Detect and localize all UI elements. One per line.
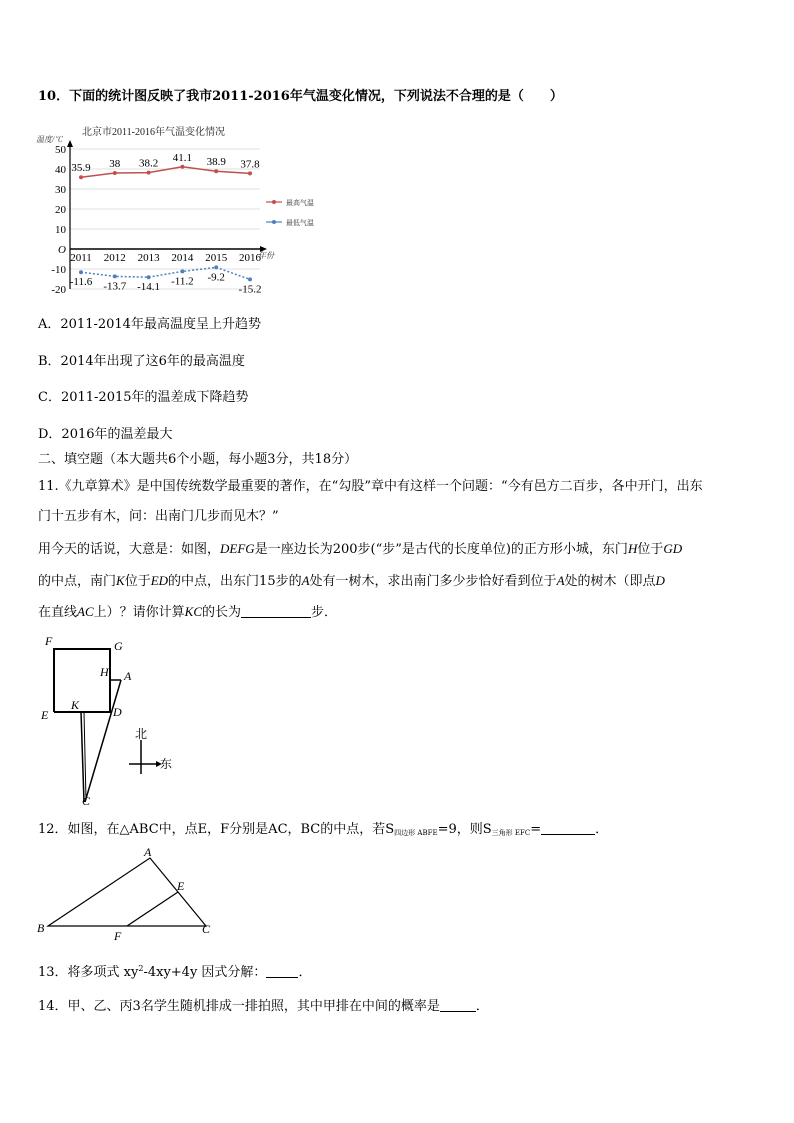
q11-line4: 的中点，南门K位于ED的中点，出东门15步的A处有一树木，求出南门多少步恰好看到位于A处的树木（即点D bbox=[38, 573, 665, 589]
legend-label: 最低气温 bbox=[286, 219, 314, 227]
series-line bbox=[81, 167, 250, 177]
square-city-outline bbox=[54, 649, 110, 712]
legend-label: 最高气温 bbox=[286, 199, 314, 207]
data-point bbox=[79, 175, 83, 179]
q11-answer-blank[interactable] bbox=[241, 605, 311, 618]
q10-option-d: D．2016年的温差最大 bbox=[38, 427, 173, 442]
x-tick-label: 2013 bbox=[137, 252, 160, 264]
chart-ylabel: 温度/℃ bbox=[36, 135, 63, 144]
data-point bbox=[113, 274, 117, 278]
data-label: 41.1 bbox=[172, 151, 193, 164]
q10-stem: 10．下面的统计图反映了我市2011-2016年气温变化情况，下列说法不合理的是（ ） bbox=[38, 89, 563, 104]
data-label: -14.1 bbox=[137, 281, 161, 294]
label-A-12: A bbox=[144, 846, 152, 859]
data-label: 38 bbox=[109, 158, 121, 170]
data-label: 35.9 bbox=[71, 162, 91, 175]
y-tick-label: 40 bbox=[55, 164, 66, 176]
section-heading-fill-in: 二、填空题（本大题共6个小题，每小题3分，共18分） bbox=[38, 452, 358, 467]
y-axis-arrow bbox=[67, 140, 73, 147]
legend-marker bbox=[272, 200, 276, 204]
q12-triangle-figure bbox=[34, 846, 224, 942]
label-C-12: C bbox=[202, 922, 211, 936]
data-label: -13.7 bbox=[103, 280, 127, 293]
data-label: 38.9 bbox=[206, 156, 226, 169]
y-tick-label: O bbox=[58, 244, 66, 256]
x-tick-label: 2015 bbox=[205, 252, 228, 264]
data-label: -9.2 bbox=[207, 271, 225, 284]
y-tick-label: 30 bbox=[55, 184, 66, 196]
q12-stem: 12．如图，在△ABC中，点E，F分别是AC，BC的中点，若$S_{四边形 ABFE}=9$，则$S_{三角形 EFC}=$ ． bbox=[38, 822, 609, 837]
data-label: -11.2 bbox=[171, 275, 194, 288]
data-point bbox=[79, 270, 83, 274]
q14-answer-blank[interactable] bbox=[440, 999, 476, 1012]
y-tick-label: 10 bbox=[55, 224, 66, 236]
label-K: K bbox=[71, 698, 80, 712]
data-point bbox=[180, 165, 184, 169]
data-point bbox=[180, 269, 184, 273]
x-tick-label: 2011 bbox=[70, 252, 92, 264]
q11-line2: 门十五步有木，问：出南门几步而见木？” bbox=[38, 509, 279, 524]
q12-answer-blank[interactable] bbox=[541, 822, 595, 835]
line-k-c-inner bbox=[84, 712, 86, 800]
y-tick-label: -10 bbox=[51, 264, 66, 276]
label-A: A bbox=[124, 669, 132, 683]
data-label: 37.8 bbox=[240, 158, 260, 171]
x-tick-label: 2014 bbox=[171, 252, 194, 264]
label-H: H bbox=[100, 665, 109, 679]
data-point bbox=[214, 265, 218, 269]
q10-option-a: A．2011-2014年最高温度呈上升趋势 bbox=[38, 317, 261, 332]
compass-north-label: 北 bbox=[135, 727, 148, 741]
q10-option-c: C．2011-2015年的温差成下降趋势 bbox=[38, 390, 249, 405]
label-D: D bbox=[113, 705, 122, 719]
data-point bbox=[248, 277, 252, 281]
y-tick-label: 50 bbox=[55, 144, 66, 156]
data-point bbox=[147, 275, 151, 279]
y-tick-label: -20 bbox=[51, 284, 66, 296]
q14-stem: 14．甲、乙、丙3名学生随机排成一排拍照，其中甲排在中间的概率是 ． bbox=[38, 999, 489, 1014]
line-k-c bbox=[81, 712, 84, 802]
data-point bbox=[147, 171, 151, 175]
temperature-line-chart bbox=[34, 120, 334, 302]
q11-line3: 用今天的话说，大意是：如图，DEFG是一座边长为200步(“步”是古代的长度单位)的正方形小城，东门H位于GD bbox=[38, 541, 683, 557]
x-tick-label: 2016 bbox=[239, 252, 261, 264]
q11-line1: 11.《九章算术》是中国传统数学最重要的著作，在“勾股”章中有这样一个问题：“今有邑方二百步，各中开门，出东 bbox=[38, 479, 703, 494]
data-label: -15.2 bbox=[238, 283, 262, 296]
label-E: E bbox=[41, 708, 49, 722]
data-point bbox=[214, 169, 218, 173]
q13-answer-blank[interactable] bbox=[266, 965, 298, 978]
legend-marker bbox=[272, 220, 276, 224]
q10-option-b: B．2014年出现了这6年的最高温度 bbox=[38, 354, 245, 369]
label-C: C bbox=[82, 794, 91, 808]
label-E-12: E bbox=[177, 879, 185, 893]
segment-ef bbox=[127, 892, 178, 926]
chart-title: 北京市2011-2016年气温变化情况 bbox=[82, 127, 225, 138]
q11-city-figure bbox=[38, 632, 188, 812]
label-F: F bbox=[45, 634, 53, 648]
q11-line5: 在直线AC上）？请你计算KC的长为 步． bbox=[38, 604, 338, 620]
chart-xlabel: 年份 bbox=[258, 251, 274, 260]
data-point bbox=[248, 171, 252, 175]
label-G: G bbox=[114, 639, 123, 653]
data-label: -11.6 bbox=[69, 276, 93, 289]
data-label: 38.2 bbox=[138, 157, 159, 170]
data-point bbox=[113, 171, 117, 175]
line-a-c bbox=[85, 680, 121, 802]
y-tick-label: 20 bbox=[55, 204, 66, 216]
compass-east-label: 东 bbox=[160, 757, 173, 771]
label-B-12: B bbox=[37, 921, 45, 935]
label-F-12: F bbox=[114, 929, 122, 942]
x-tick-label: 2012 bbox=[103, 252, 126, 264]
q13-stem: 13．将多项式 $xy^2-4xy+4y$ 因式分解： ． bbox=[38, 964, 312, 980]
